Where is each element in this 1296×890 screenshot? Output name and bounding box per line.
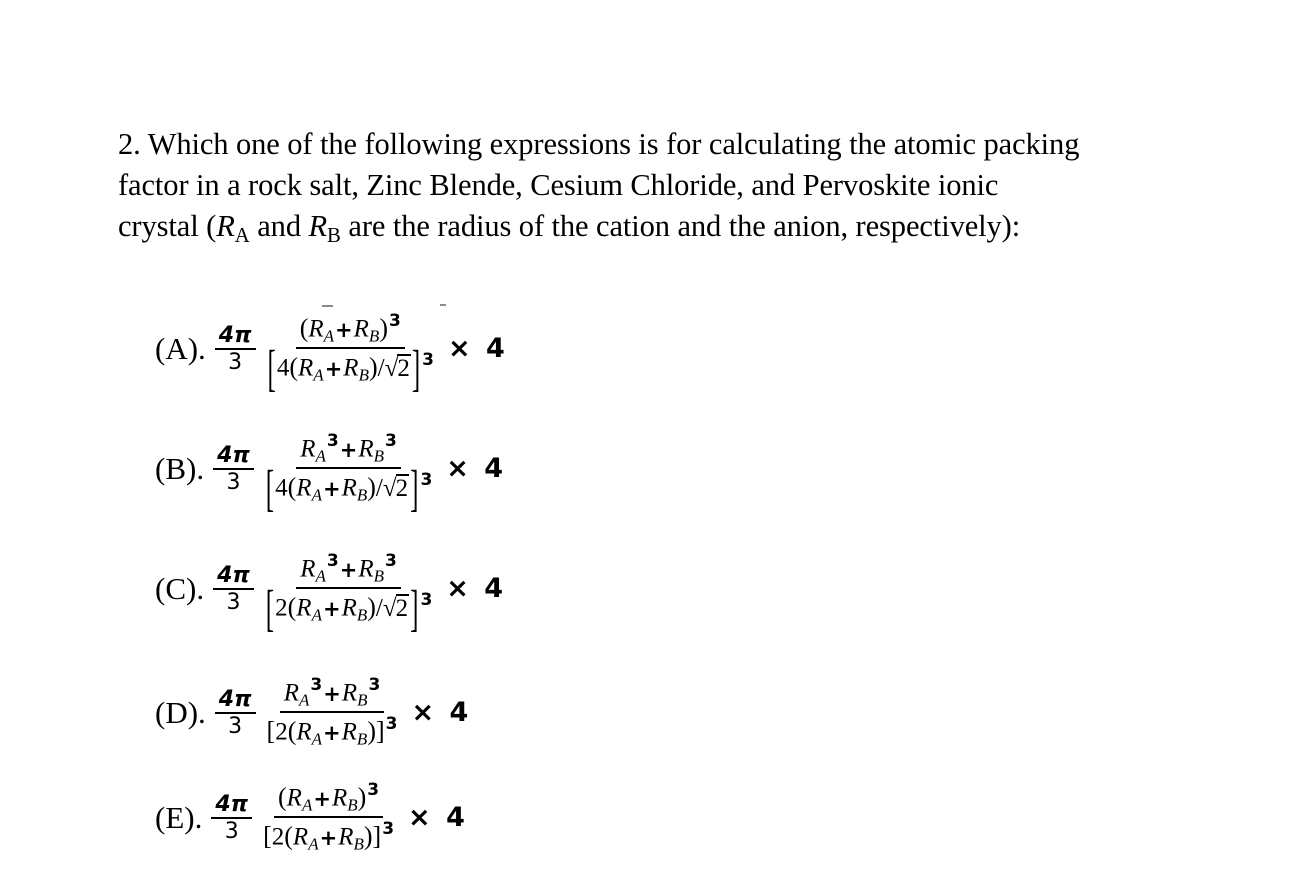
option-b-numerator bbox=[296, 432, 401, 469]
exponent-3: 3 bbox=[385, 431, 397, 451]
option-e-coefficient bbox=[211, 792, 252, 844]
r-base: R bbox=[358, 435, 374, 463]
r-subscript-a: A bbox=[311, 486, 322, 506]
r-subscript-b: B bbox=[347, 795, 358, 815]
denominator-coefficient: 4 bbox=[276, 355, 290, 382]
option-c-numerator bbox=[296, 552, 401, 589]
bracket-open: [ bbox=[265, 581, 275, 638]
option-a-label: (A). bbox=[155, 331, 206, 367]
r-base: R bbox=[296, 595, 312, 622]
option-d-denominator bbox=[263, 713, 402, 749]
r-base: R bbox=[283, 679, 299, 707]
variable-r-b-subscript: B bbox=[327, 224, 341, 247]
r-subscript-b: B bbox=[358, 366, 369, 386]
r-subscript-a: A bbox=[311, 730, 323, 750]
paren-open: ( bbox=[277, 782, 287, 812]
r-base: R bbox=[341, 595, 357, 622]
r-subscript-a: A bbox=[315, 446, 326, 466]
exponent-3: 3 bbox=[326, 551, 339, 571]
r-base: R bbox=[353, 315, 369, 343]
option-e-fraction bbox=[259, 781, 398, 855]
r-base: R bbox=[296, 719, 312, 746]
option-d[interactable] bbox=[155, 676, 471, 750]
option-b-denominator bbox=[261, 461, 436, 518]
r-base: R bbox=[341, 475, 357, 502]
paren-close: ) bbox=[363, 822, 373, 851]
denominator-coefficient: 2 bbox=[271, 824, 285, 851]
option-d-multiplier: × 4 bbox=[411, 697, 472, 729]
paren-open: ( bbox=[299, 313, 309, 343]
option-a[interactable] bbox=[155, 311, 508, 398]
r-subscript-a: A bbox=[313, 366, 324, 386]
r-base: R bbox=[358, 555, 374, 583]
paren-close: ) bbox=[357, 782, 367, 812]
bracket-close: ] bbox=[372, 822, 382, 851]
r-subscript-b: B bbox=[356, 730, 368, 750]
plus-sign: + bbox=[322, 597, 341, 621]
variable-r-b-base: R bbox=[308, 209, 328, 243]
exponent-3: 3 bbox=[388, 311, 401, 331]
r-subscript-b: B bbox=[368, 326, 380, 346]
option-b-fraction bbox=[261, 431, 436, 518]
r-subscript-a: A bbox=[301, 795, 313, 815]
r-base: R bbox=[286, 784, 302, 812]
r-base: R bbox=[308, 315, 324, 343]
r-base: R bbox=[338, 824, 354, 851]
variable-r-a-base: R bbox=[216, 209, 235, 243]
option-e-numerator bbox=[274, 781, 383, 818]
variable-r-a-subscript: A bbox=[234, 224, 250, 247]
exponent-3: 3 bbox=[385, 551, 397, 571]
radical-sign-icon: √ bbox=[382, 475, 397, 502]
radicand: 2 bbox=[395, 595, 409, 622]
division-slash: / bbox=[377, 355, 385, 382]
option-e[interactable] bbox=[155, 781, 468, 855]
question-line-2: factor in a rock salt, Zinc Blende, Cesium Chloride, and Pervoskite ionic bbox=[118, 168, 999, 202]
r-subscript-b: B bbox=[353, 835, 364, 855]
r-base: R bbox=[343, 355, 359, 382]
paren-open: ( bbox=[287, 473, 297, 502]
paren-open: ( bbox=[287, 593, 297, 622]
radical-sign-icon: √ bbox=[382, 595, 397, 622]
option-c[interactable] bbox=[155, 551, 507, 638]
variable-r-a bbox=[216, 209, 250, 247]
option-d-numerator bbox=[280, 676, 385, 713]
r-base: R bbox=[341, 719, 357, 746]
bracket-open: [ bbox=[265, 461, 275, 518]
exponent-3: 3 bbox=[310, 675, 323, 695]
r-base: R bbox=[300, 555, 316, 583]
question-line-3 bbox=[118, 206, 1193, 257]
question-line-3-pre: crystal ( bbox=[118, 209, 217, 243]
option-a-fraction bbox=[263, 311, 438, 398]
option-b-label: (B). bbox=[155, 451, 205, 487]
paren-close: ) bbox=[379, 313, 388, 343]
option-d-coefficient bbox=[215, 687, 256, 739]
paren-close: ) bbox=[367, 473, 376, 502]
bracket-close: ] bbox=[411, 341, 421, 398]
paren-close: ) bbox=[368, 353, 378, 382]
option-c-coefficient bbox=[213, 563, 254, 615]
plus-sign: + bbox=[323, 721, 341, 745]
option-e-coefficient-numerator: 4π bbox=[211, 792, 252, 819]
bracket-close: ] bbox=[410, 581, 419, 638]
option-c-fraction bbox=[261, 551, 436, 638]
plus-sign: + bbox=[313, 786, 331, 811]
bracket-close: ] bbox=[410, 461, 419, 518]
plus-sign: + bbox=[324, 357, 343, 381]
plus-sign: + bbox=[322, 477, 341, 501]
option-b-coefficient-denominator: 3 bbox=[226, 469, 241, 495]
option-c-multiplier: × 4 bbox=[446, 573, 507, 605]
option-e-denominator bbox=[259, 818, 398, 854]
option-b-coefficient bbox=[213, 443, 254, 495]
sqrt-2 bbox=[385, 354, 411, 382]
option-e-multiplier: × 4 bbox=[408, 802, 468, 834]
r-subscript-b: B bbox=[373, 566, 385, 586]
division-slash: / bbox=[375, 595, 383, 622]
option-e-coefficient-denominator: 3 bbox=[224, 818, 239, 844]
question-line-3-mid: and bbox=[249, 209, 309, 243]
option-a-multiplier: × 4 bbox=[448, 333, 508, 365]
option-e-label: (E). bbox=[155, 800, 203, 836]
sqrt-2 bbox=[383, 594, 409, 622]
r-subscript-a: A bbox=[298, 690, 310, 710]
variable-r-b bbox=[308, 209, 341, 247]
bracket-close: ] bbox=[375, 717, 385, 746]
r-base: R bbox=[296, 475, 312, 502]
option-d-label: (D). bbox=[155, 695, 206, 731]
scan-artifact-mark bbox=[440, 304, 446, 306]
r-base: R bbox=[292, 824, 309, 851]
option-b[interactable] bbox=[155, 431, 507, 518]
r-subscript-b: B bbox=[356, 486, 368, 506]
division-slash: / bbox=[375, 475, 383, 502]
r-subscript-b: B bbox=[373, 446, 385, 466]
exponent-3: 3 bbox=[420, 590, 433, 611]
exponent-3: 3 bbox=[326, 431, 339, 451]
scan-artifact-mark bbox=[322, 305, 333, 307]
exponent-3: 3 bbox=[368, 675, 381, 695]
exponent-3: 3 bbox=[422, 350, 434, 371]
plus-sign: + bbox=[339, 557, 358, 582]
r-base: R bbox=[331, 784, 348, 812]
denominator-coefficient: 4 bbox=[275, 475, 288, 502]
paren-open: ( bbox=[289, 353, 299, 382]
plus-sign: + bbox=[319, 826, 338, 850]
bracket-open: [ bbox=[263, 822, 272, 851]
paren-open: ( bbox=[284, 822, 293, 851]
option-d-fraction bbox=[263, 676, 402, 750]
plus-sign: + bbox=[335, 317, 353, 342]
r-subscript-a: A bbox=[315, 566, 326, 586]
option-c-coefficient-numerator: 4π bbox=[213, 563, 254, 590]
option-d-coefficient-numerator: 4π bbox=[215, 687, 256, 714]
option-a-coefficient-denominator: 3 bbox=[228, 349, 243, 375]
option-a-coefficient-numerator: 4π bbox=[215, 323, 256, 350]
option-a-coefficient bbox=[215, 323, 256, 375]
r-subscript-a: A bbox=[311, 606, 322, 626]
plus-sign: + bbox=[323, 681, 341, 706]
option-a-numerator bbox=[296, 312, 405, 349]
option-d-coefficient-denominator: 3 bbox=[228, 713, 243, 739]
r-subscript-b: B bbox=[357, 690, 368, 710]
option-b-multiplier: × 4 bbox=[446, 453, 507, 485]
radical-sign-icon: √ bbox=[384, 355, 399, 382]
option-c-coefficient-denominator: 3 bbox=[226, 589, 241, 615]
denominator-coefficient: 2 bbox=[275, 719, 288, 746]
radicand: 2 bbox=[397, 355, 410, 382]
bracket-open: [ bbox=[266, 717, 276, 746]
exponent-3: 3 bbox=[420, 470, 433, 491]
option-c-label: (C). bbox=[155, 571, 205, 607]
question-line-1: 2. Which one of the following expressions is for calculating the atomic packing bbox=[118, 127, 1080, 161]
question-block bbox=[118, 124, 1193, 257]
radicand: 2 bbox=[395, 475, 409, 502]
paren-close: ) bbox=[367, 593, 376, 622]
plus-sign: + bbox=[339, 437, 358, 462]
option-c-denominator bbox=[261, 581, 436, 638]
paren-open: ( bbox=[287, 717, 297, 746]
r-base: R bbox=[298, 355, 314, 382]
r-subscript-a: A bbox=[308, 835, 319, 855]
sqrt-2 bbox=[383, 474, 409, 502]
paren-close: ) bbox=[367, 717, 376, 746]
denominator-coefficient: 2 bbox=[275, 595, 288, 622]
option-b-coefficient-numerator: 4π bbox=[213, 443, 254, 470]
exponent-3: 3 bbox=[382, 819, 395, 840]
bracket-open: [ bbox=[267, 341, 276, 398]
r-base: R bbox=[341, 679, 358, 707]
r-subscript-b: B bbox=[356, 606, 368, 626]
r-subscript-a: A bbox=[323, 326, 335, 346]
r-base: R bbox=[300, 435, 316, 463]
exponent-3: 3 bbox=[385, 714, 398, 735]
option-a-denominator bbox=[263, 341, 438, 398]
exponent-3: 3 bbox=[367, 780, 380, 800]
question-line-3-post: are the radius of the cation and the anion, respectively): bbox=[340, 209, 1021, 243]
